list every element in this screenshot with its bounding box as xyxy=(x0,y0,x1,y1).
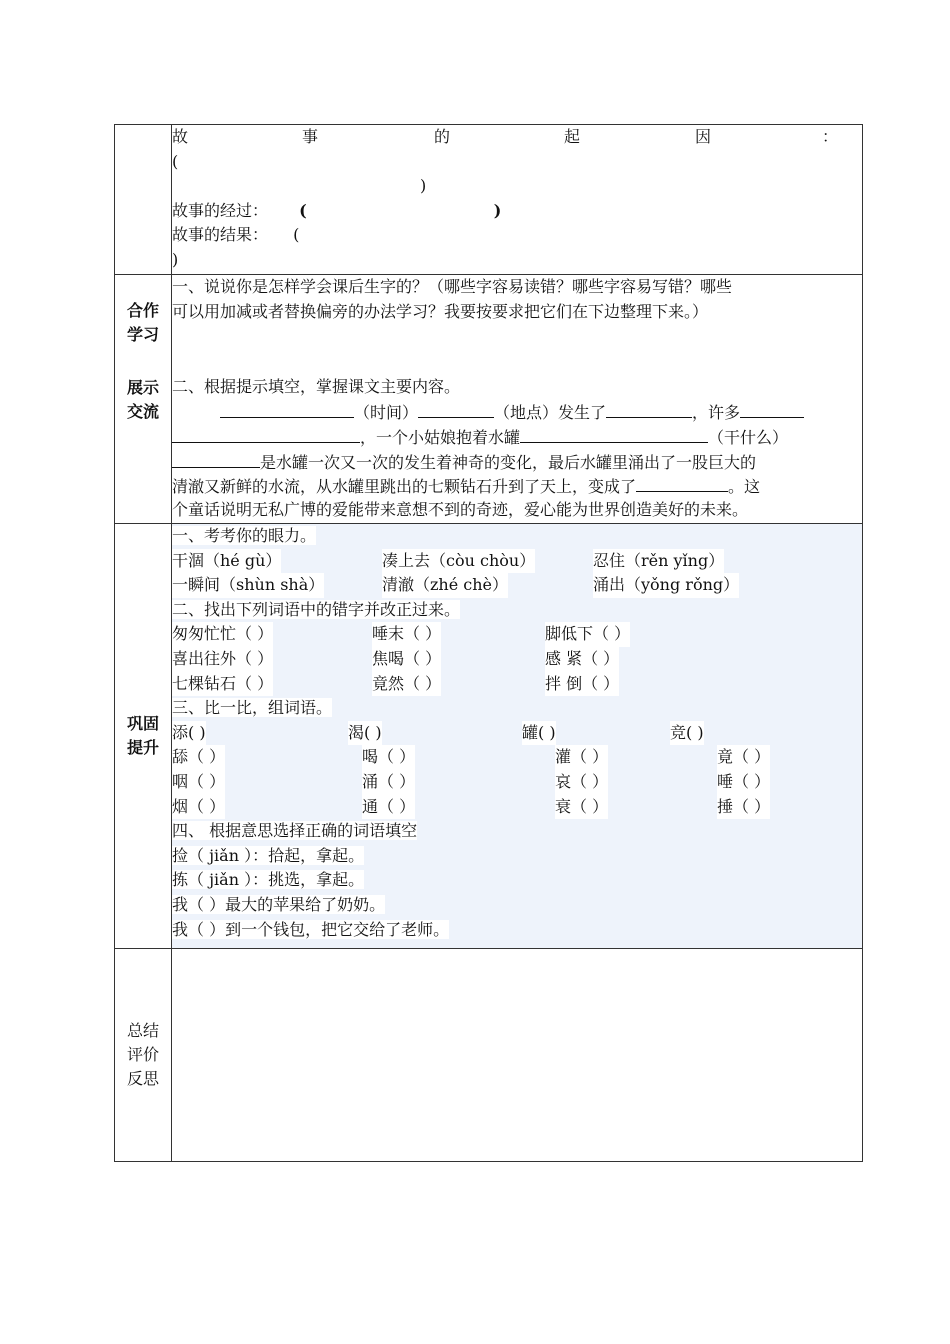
s4-line2: 拣（ jiǎn ）：挑选，拿起。 xyxy=(172,870,365,890)
fill-end-label: 。这 xyxy=(728,477,761,497)
s4-line3: 我（ ）最大的苹果给了奶奶。 xyxy=(172,894,386,914)
story-cause-line xyxy=(172,125,862,150)
fill-stream-label: 清澈又新鲜的水流，从水罐里跳出的七颗钻石升到了天上，变成了 xyxy=(172,477,637,497)
cause-char: 因 xyxy=(695,127,712,146)
s4-title: 四、 根据意思选择正确的词语填空 xyxy=(172,821,418,841)
coop-label-bottom: 展示交流 xyxy=(126,378,159,421)
s3-row4: 烟（ ） 通（ ） 衰（ ） 捶（ ） xyxy=(172,795,862,820)
q2-title: 二、根据提示填空，掌握课文主要内容。 xyxy=(172,376,461,396)
result-close-paren: ) xyxy=(172,249,179,269)
cause-char: ： xyxy=(822,127,839,146)
fill-line2 xyxy=(172,424,862,449)
story-result-line xyxy=(172,223,862,248)
fill-line3 xyxy=(172,449,862,474)
fill-line4 xyxy=(172,473,862,498)
blank-became[interactable] xyxy=(636,473,728,492)
s3-row1: 添( ) 渴( ) 罐( ) 竞( ) xyxy=(172,721,862,746)
process-label: 故事的经过： xyxy=(172,200,269,220)
cause-char: 的 xyxy=(434,127,451,146)
consolidate-label-cell xyxy=(115,524,172,949)
fill-what-label: （干什么） xyxy=(708,427,789,447)
coop-label-cell xyxy=(115,275,172,524)
q1-line1: 一、说说你是怎样学会课后生字的？（哪些字容易读错？哪些字容易写错？哪些 xyxy=(172,277,733,296)
summary-label-line: 总结 xyxy=(126,1021,159,1040)
s2-row3: 七棵钻石（ ） 竟然（ ） 拌 倒（ ） xyxy=(172,672,862,697)
cause-char: 事 xyxy=(302,127,319,146)
s3-title: 三、比一比，组词语。 xyxy=(172,698,333,718)
cause-open-paren: ( xyxy=(172,151,179,171)
fill-change-label: 是水罐一次又一次的发生着神奇的变化，最后水罐里涌出了一股巨大的 xyxy=(260,452,757,472)
q1-line2: 可以用加减或者替换偏旁的办法学习？我要按要求把它们在下边整理下来。） xyxy=(172,301,709,321)
s4-line4: 我（ ）到一个钱包，把它交给了老师。 xyxy=(172,919,450,939)
blank-who[interactable] xyxy=(172,449,260,468)
cause-char: 故 xyxy=(172,127,189,146)
summary-label-cell xyxy=(115,949,172,1162)
story-process-line xyxy=(172,199,862,224)
s3-row2: 舔（ ） 喝（ ） 灌（ ） 竟（ ） xyxy=(172,745,862,770)
consolidate-cell xyxy=(172,524,863,949)
s4-line1: 捡（ jiǎn ）：拾起，拿起。 xyxy=(172,845,365,865)
worksheet-table xyxy=(114,124,863,1162)
cause-close-paren: ) xyxy=(420,176,427,196)
story-cell xyxy=(172,125,863,275)
fill-line1 xyxy=(172,399,862,424)
consolidate-label: 巩固提升 xyxy=(126,714,159,757)
summary-label-line: 评价 xyxy=(126,1045,159,1064)
story-label-cell xyxy=(115,125,172,275)
fill-moral: 个童话说明无私广博的爱能带来意想不到的奇迹，爱心能为世界创造美好的未来。 xyxy=(172,499,749,519)
s2-title: 二、找出下列词语中的错字并改正过来。 xyxy=(172,599,461,619)
s1-row1: 干涸（hé gù） 凑上去（còu chòu） 忍住（rěn yǐng） xyxy=(172,549,862,574)
process-close-paren: ) xyxy=(493,200,502,220)
s1-row2: 一瞬间（shùn shà） 清澈（zhé chè） 涌出（yǒng rǒng） xyxy=(172,573,862,598)
cause-char: 起 xyxy=(564,127,581,146)
blank-place[interactable] xyxy=(418,399,494,418)
result-label: 故事的结果： xyxy=(172,225,269,245)
blank-event[interactable] xyxy=(606,399,692,418)
blank-doing[interactable] xyxy=(520,424,708,443)
fill-time-label: （时间） xyxy=(354,403,419,423)
blank-many[interactable] xyxy=(740,399,804,418)
fill-place-label: （地点）发生了 xyxy=(494,403,607,423)
summary-writing-area[interactable] xyxy=(172,949,863,1162)
fill-many-label: ，许多 xyxy=(692,403,741,423)
s1-title: 一、考考你的眼力。 xyxy=(172,526,317,545)
s2-row1: 匆匆忙忙（ ） 唾末（ ） 脚低下（ ） xyxy=(172,622,862,647)
coop-label-top: 合作学习 xyxy=(126,301,159,344)
coop-cell xyxy=(172,275,863,524)
s2-row2: 喜出往外（ ） 焦喝（ ） 感 紧（ ） xyxy=(172,647,862,672)
summary-label-line: 反思 xyxy=(126,1069,159,1088)
blank-many-cont[interactable] xyxy=(172,424,360,443)
fill-girl-label: ，一个小姑娘抱着水罐 xyxy=(360,427,521,447)
blank-time[interactable] xyxy=(220,399,354,418)
s3-row3: 咽（ ） 涌（ ） 哀（ ） 唾（ ） xyxy=(172,770,862,795)
result-open-paren: ( xyxy=(293,225,300,245)
process-open-paren: ( xyxy=(299,200,307,220)
